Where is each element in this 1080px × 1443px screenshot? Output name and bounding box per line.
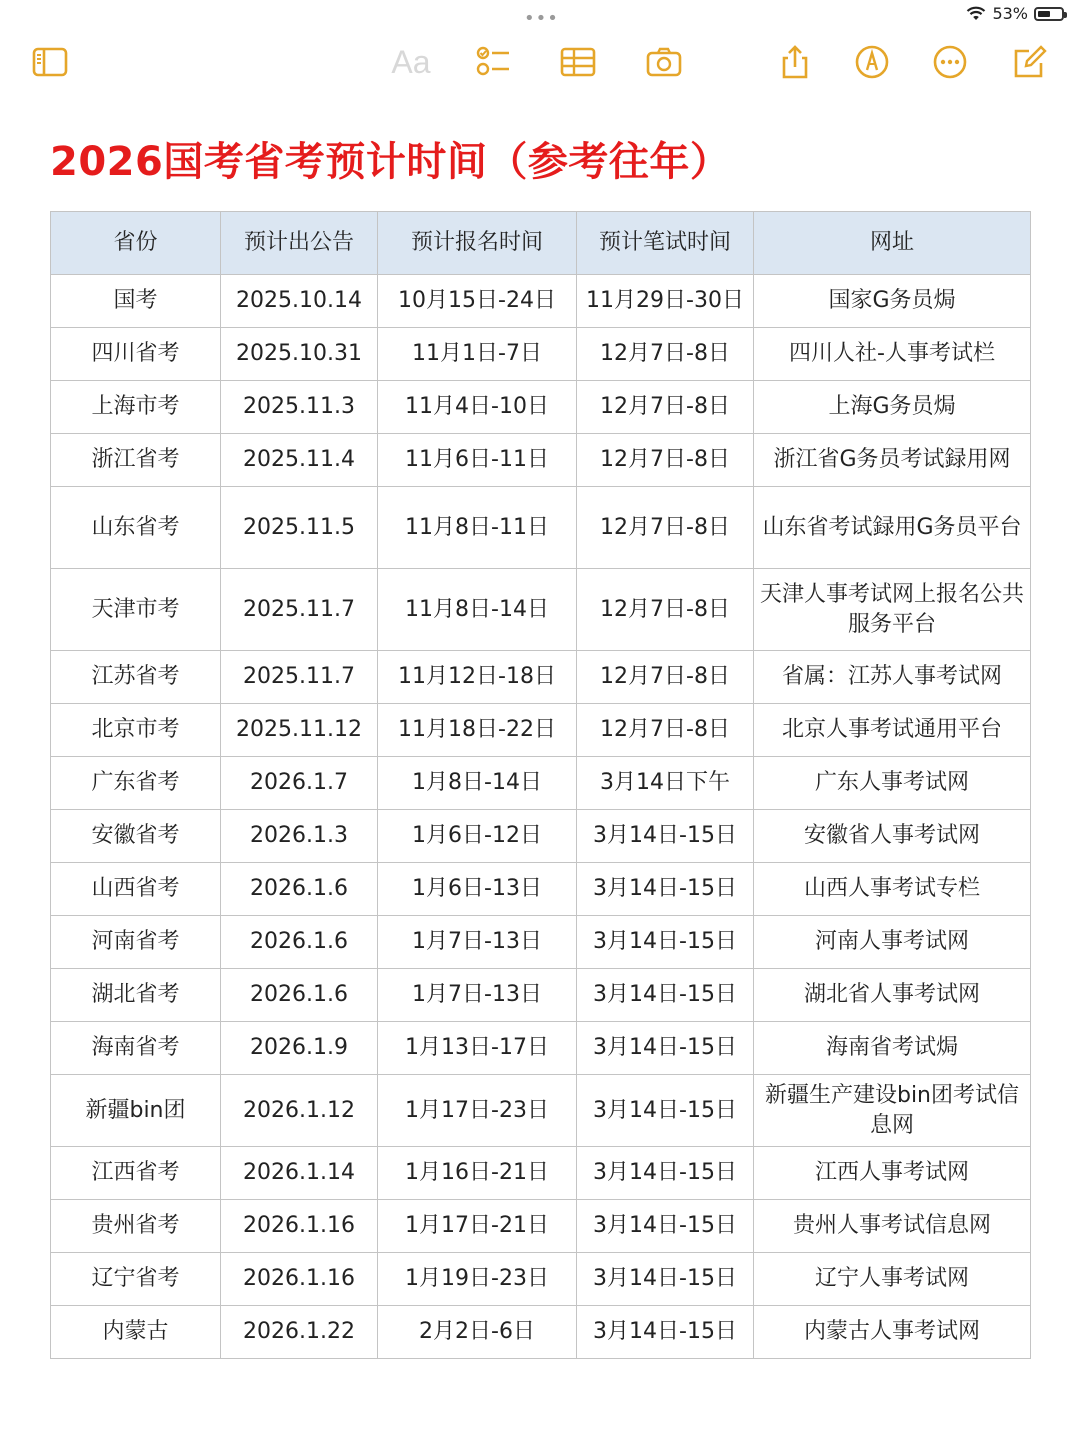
markup-icon[interactable]	[852, 42, 892, 82]
table-cell: 11月6日-11日	[378, 434, 577, 487]
table-cell: 3月14日-15日	[577, 916, 754, 969]
table-header-row	[51, 212, 1031, 275]
column-header: 网址	[754, 212, 1031, 275]
table-cell: 1月8日-14日	[378, 757, 577, 810]
table-cell: 新疆bin团	[51, 1075, 221, 1147]
table-cell: 天津人事考试网上报名公共服务平台	[754, 569, 1031, 651]
table-cell: 12月7日-8日	[577, 569, 754, 651]
table-cell: 12月7日-8日	[577, 328, 754, 381]
table-cell: 河南人事考试网	[754, 916, 1031, 969]
table-cell: 国考	[51, 275, 221, 328]
table-row	[51, 1253, 1031, 1306]
table-cell: 国家G务员焗	[754, 275, 1031, 328]
table-cell: 内蒙古	[51, 1306, 221, 1359]
table-row	[51, 704, 1031, 757]
table-row	[51, 569, 1031, 651]
sidebar-icon[interactable]	[30, 42, 70, 82]
table-cell: 北京市考	[51, 704, 221, 757]
table-cell: 3月14日-15日	[577, 1075, 754, 1147]
table-cell: 上海市考	[51, 381, 221, 434]
table-cell: 山东省考	[51, 487, 221, 569]
notes-toolbar	[0, 36, 1080, 84]
table-cell: 贵州省考	[51, 1200, 221, 1253]
table-cell: 2025.11.3	[221, 381, 378, 434]
table-cell: 2026.1.9	[221, 1022, 378, 1075]
table-cell: 2026.1.22	[221, 1306, 378, 1359]
table-row	[51, 969, 1031, 1022]
table-row	[51, 275, 1031, 328]
table-cell: 3月14日下午	[577, 757, 754, 810]
battery-percent: 53%	[992, 4, 1028, 23]
table-cell: 12月7日-8日	[577, 381, 754, 434]
table-row	[51, 1306, 1031, 1359]
table-cell: 12月7日-8日	[577, 434, 754, 487]
table-cell: 2025.11.7	[221, 569, 378, 651]
table-row	[51, 810, 1031, 863]
table-row	[51, 1147, 1031, 1200]
table-cell: 11月29日-30日	[577, 275, 754, 328]
table-cell: 1月6日-12日	[378, 810, 577, 863]
table-cell: 山西人事考试专栏	[754, 863, 1031, 916]
table-cell: 贵州人事考试信息网	[754, 1200, 1031, 1253]
table-cell: 11月8日-14日	[378, 569, 577, 651]
exam-schedule-table	[50, 211, 1031, 1359]
table-cell: 2025.11.4	[221, 434, 378, 487]
wifi-icon	[966, 6, 986, 22]
table-cell: 省属：江苏人事考试网	[754, 651, 1031, 704]
column-header: 预计报名时间	[378, 212, 577, 275]
table-cell: 北京人事考试通用平台	[754, 704, 1031, 757]
table-cell: 安徽省人事考试网	[754, 810, 1031, 863]
table-cell: 四川人社-人事考试栏	[754, 328, 1031, 381]
table-cell: 江西人事考试网	[754, 1147, 1031, 1200]
table-cell: 2026.1.3	[221, 810, 378, 863]
table-row	[51, 1075, 1031, 1147]
table-cell: 海南省考	[51, 1022, 221, 1075]
table-cell: 天津市考	[51, 569, 221, 651]
table-row	[51, 328, 1031, 381]
table-cell: 2025.10.31	[221, 328, 378, 381]
table-cell: 3月14日-15日	[577, 969, 754, 1022]
table-cell: 河南省考	[51, 916, 221, 969]
table-cell: 11月1日-7日	[378, 328, 577, 381]
table-cell: 2026.1.14	[221, 1147, 378, 1200]
table-row	[51, 651, 1031, 704]
table-cell: 内蒙古人事考试网	[754, 1306, 1031, 1359]
battery-fill	[1038, 11, 1050, 17]
table-cell: 12月7日-8日	[577, 651, 754, 704]
table-cell: 2026.1.16	[221, 1200, 378, 1253]
table-cell: 湖北省考	[51, 969, 221, 1022]
table-cell: 3月14日-15日	[577, 863, 754, 916]
table-cell: 辽宁人事考试网	[754, 1253, 1031, 1306]
multitask-dots[interactable]: •••	[524, 8, 559, 29]
table-row	[51, 757, 1031, 810]
table-cell: 2026.1.6	[221, 969, 378, 1022]
table-cell: 2月2日-6日	[378, 1306, 577, 1359]
format-label: Aa	[391, 43, 431, 80]
table-cell: 广东省考	[51, 757, 221, 810]
table-cell: 2025.11.5	[221, 487, 378, 569]
table-cell: 浙江省G务员考试録用网	[754, 434, 1031, 487]
battery-icon	[1034, 7, 1064, 21]
table-cell: 10月15日-24日	[378, 275, 577, 328]
column-header: 预计笔试时间	[577, 212, 754, 275]
status-bar	[0, 0, 1080, 28]
table-cell: 12月7日-8日	[577, 704, 754, 757]
table-cell: 3月14日-15日	[577, 1022, 754, 1075]
table-cell: 2026.1.16	[221, 1253, 378, 1306]
table-cell: 新疆生产建设bin团考试信息网	[754, 1075, 1031, 1147]
compose-icon[interactable]	[1010, 42, 1050, 82]
table-cell: 四川省考	[51, 328, 221, 381]
format-button[interactable]	[388, 42, 434, 82]
table-cell: 江西省考	[51, 1147, 221, 1200]
table-cell: 2025.10.14	[221, 275, 378, 328]
table-cell: 1月19日-23日	[378, 1253, 577, 1306]
table-cell: 广东人事考试网	[754, 757, 1031, 810]
table-cell: 山西省考	[51, 863, 221, 916]
table-cell: 安徽省考	[51, 810, 221, 863]
checklist-icon[interactable]	[474, 42, 514, 82]
table-cell: 12月7日-8日	[577, 487, 754, 569]
table-row	[51, 1200, 1031, 1253]
table-cell: 2026.1.7	[221, 757, 378, 810]
table-cell: 3月14日-15日	[577, 1306, 754, 1359]
table-cell: 1月7日-13日	[378, 969, 577, 1022]
table-cell: 辽宁省考	[51, 1253, 221, 1306]
table-cell: 1月17日-21日	[378, 1200, 577, 1253]
table-row	[51, 381, 1031, 434]
table-row	[51, 863, 1031, 916]
table-cell: 1月17日-23日	[378, 1075, 577, 1147]
camera-icon[interactable]	[644, 42, 684, 82]
table-cell: 1月7日-13日	[378, 916, 577, 969]
table-cell: 2026.1.6	[221, 863, 378, 916]
table-row	[51, 916, 1031, 969]
table-cell: 3月14日-15日	[577, 1200, 754, 1253]
more-icon[interactable]	[930, 42, 970, 82]
table-cell: 浙江省考	[51, 434, 221, 487]
table-cell: 3月14日-15日	[577, 1147, 754, 1200]
table-icon[interactable]	[558, 42, 598, 82]
table-cell: 3月14日-15日	[577, 810, 754, 863]
column-header: 省份	[51, 212, 221, 275]
table-cell: 1月16日-21日	[378, 1147, 577, 1200]
table-cell: 11月18日-22日	[378, 704, 577, 757]
table-cell: 2026.1.6	[221, 916, 378, 969]
table-cell: 2025.11.12	[221, 704, 378, 757]
table-cell: 11月12日-18日	[378, 651, 577, 704]
table-cell: 山东省考试録用G务员平台	[754, 487, 1031, 569]
table-cell: 2026.1.12	[221, 1075, 378, 1147]
table-cell: 11月4日-10日	[378, 381, 577, 434]
table-cell: 3月14日-15日	[577, 1253, 754, 1306]
status-right	[966, 4, 1064, 23]
table-cell: 1月13日-17日	[378, 1022, 577, 1075]
column-header: 预计出公告	[221, 212, 378, 275]
table-cell: 11月8日-11日	[378, 487, 577, 569]
table-row	[51, 487, 1031, 569]
share-icon[interactable]	[775, 42, 815, 82]
table-cell: 2025.11.7	[221, 651, 378, 704]
table-cell: 湖北省人事考试网	[754, 969, 1031, 1022]
table-cell: 1月6日-13日	[378, 863, 577, 916]
table-row	[51, 434, 1031, 487]
table-cell: 上海G务员焗	[754, 381, 1031, 434]
table-row	[51, 1022, 1031, 1075]
table-cell: 江苏省考	[51, 651, 221, 704]
note-title[interactable]: 2026国考省考预计时间（参考往年）	[50, 139, 731, 185]
table-cell: 海南省考试焗	[754, 1022, 1031, 1075]
